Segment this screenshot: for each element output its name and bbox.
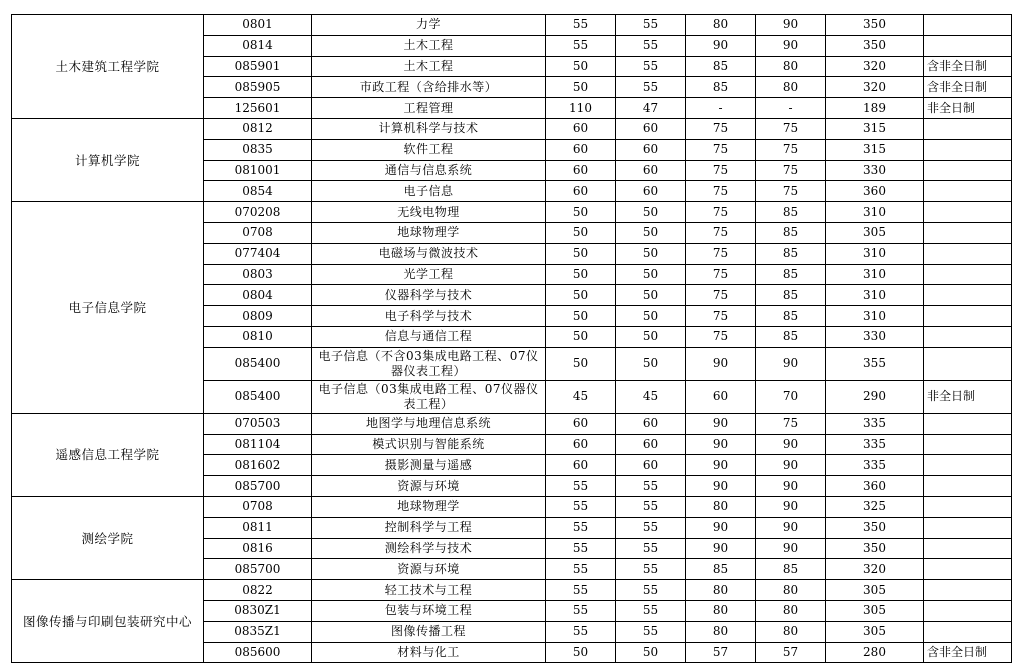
major-code: 0854: [204, 181, 312, 202]
foreign-language-score: 55: [616, 35, 686, 56]
politics-score: 55: [546, 517, 616, 538]
remark: [924, 455, 1012, 476]
subject1-score: 90: [686, 35, 756, 56]
major-name: 资源与环境: [312, 476, 546, 497]
major-code: 0801: [204, 15, 312, 36]
major-name: 地球物理学: [312, 496, 546, 517]
major-code: 125601: [204, 98, 312, 119]
major-code: 085700: [204, 559, 312, 580]
major-code: 0810: [204, 326, 312, 347]
subject2-score: 90: [756, 434, 826, 455]
major-code: 085901: [204, 56, 312, 77]
total-score: 320: [826, 559, 924, 580]
major-code: 070208: [204, 202, 312, 223]
total-score: 350: [826, 538, 924, 559]
remark: 含非全日制: [924, 56, 1012, 77]
major-name: 软件工程: [312, 139, 546, 160]
major-name: 土木工程: [312, 56, 546, 77]
total-score: 305: [826, 580, 924, 601]
subject2-score: 85: [756, 306, 826, 327]
total-score: 310: [826, 285, 924, 306]
politics-score: 50: [546, 347, 616, 380]
major-name: 轻工技术与工程: [312, 580, 546, 601]
foreign-language-score: 50: [616, 202, 686, 223]
politics-score: 50: [546, 202, 616, 223]
total-score: 325: [826, 496, 924, 517]
foreign-language-score: 60: [616, 139, 686, 160]
major-code: 0804: [204, 285, 312, 306]
foreign-language-score: 50: [616, 642, 686, 663]
subject1-score: 75: [686, 181, 756, 202]
subject1-score: 75: [686, 243, 756, 264]
subject2-score: 80: [756, 600, 826, 621]
table-row: [12, 413, 1012, 434]
major-code: 081104: [204, 434, 312, 455]
college-name: 土木建筑工程学院: [12, 15, 204, 119]
subject2-score: 90: [756, 517, 826, 538]
foreign-language-score: 50: [616, 285, 686, 306]
subject1-score: 85: [686, 559, 756, 580]
total-score: 320: [826, 56, 924, 77]
major-name: 电磁场与微波技术: [312, 243, 546, 264]
table-row: [12, 580, 1012, 601]
total-score: 280: [826, 642, 924, 663]
foreign-language-score: 55: [616, 496, 686, 517]
remark: [924, 181, 1012, 202]
major-name: 光学工程: [312, 264, 546, 285]
foreign-language-score: 60: [616, 434, 686, 455]
college-name: 计算机学院: [12, 118, 204, 201]
remark: [924, 326, 1012, 347]
subject1-score: 80: [686, 15, 756, 36]
subject2-score: 90: [756, 455, 826, 476]
foreign-language-score: 60: [616, 118, 686, 139]
subject2-score: 90: [756, 538, 826, 559]
major-name: 电子信息（不含03集成电路工程、07仪器仪表工程）: [312, 347, 546, 380]
foreign-language-score: 55: [616, 538, 686, 559]
subject2-score: 80: [756, 77, 826, 98]
subject2-score: 80: [756, 621, 826, 642]
major-code: 0822: [204, 580, 312, 601]
foreign-language-score: 55: [616, 621, 686, 642]
total-score: 290: [826, 380, 924, 413]
major-name: 材料与化工: [312, 642, 546, 663]
remark: [924, 413, 1012, 434]
politics-score: 50: [546, 326, 616, 347]
major-name: 电子信息（03集成电路工程、07仪器仪表工程）: [312, 380, 546, 413]
subject1-score: 80: [686, 621, 756, 642]
major-name: 仪器科学与技术: [312, 285, 546, 306]
politics-score: 60: [546, 455, 616, 476]
major-code: 0835Z1: [204, 621, 312, 642]
foreign-language-score: 47: [616, 98, 686, 119]
subject2-score: 90: [756, 15, 826, 36]
remark: 非全日制: [924, 380, 1012, 413]
major-code: 0708: [204, 222, 312, 243]
college-name: 遥感信息工程学院: [12, 413, 204, 496]
major-name: 控制科学与工程: [312, 517, 546, 538]
major-code: 085700: [204, 476, 312, 497]
remark: [924, 202, 1012, 223]
total-score: 350: [826, 15, 924, 36]
subject1-score: 60: [686, 380, 756, 413]
total-score: 310: [826, 243, 924, 264]
subject1-score: 90: [686, 413, 756, 434]
politics-score: 55: [546, 600, 616, 621]
politics-score: 50: [546, 77, 616, 98]
total-score: 189: [826, 98, 924, 119]
college-name: 测绘学院: [12, 496, 204, 579]
major-code: 085600: [204, 642, 312, 663]
major-name: 地图学与地理信息系统: [312, 413, 546, 434]
foreign-language-score: 55: [616, 517, 686, 538]
subject2-score: 70: [756, 380, 826, 413]
total-score: 315: [826, 118, 924, 139]
total-score: 360: [826, 476, 924, 497]
remark: [924, 538, 1012, 559]
table-row: [12, 202, 1012, 223]
major-name: 包装与环境工程: [312, 600, 546, 621]
college-name: 电子信息学院: [12, 202, 204, 414]
subject2-score: 85: [756, 264, 826, 285]
subject1-score: 90: [686, 455, 756, 476]
subject1-score: 75: [686, 285, 756, 306]
politics-score: 55: [546, 538, 616, 559]
subject1-score: 85: [686, 77, 756, 98]
major-name: 测绘科学与技术: [312, 538, 546, 559]
subject1-score: 75: [686, 139, 756, 160]
remark: [924, 118, 1012, 139]
remark: [924, 496, 1012, 517]
total-score: 335: [826, 413, 924, 434]
subject1-score: 75: [686, 306, 756, 327]
total-score: 360: [826, 181, 924, 202]
major-code: 081602: [204, 455, 312, 476]
subject2-score: 90: [756, 35, 826, 56]
major-name: 地球物理学: [312, 222, 546, 243]
major-name: 土木工程: [312, 35, 546, 56]
total-score: 310: [826, 306, 924, 327]
remark: [924, 600, 1012, 621]
college-name: 图像传播与印刷包装研究中心: [12, 580, 204, 663]
major-code: 0830Z1: [204, 600, 312, 621]
subject1-score: 75: [686, 264, 756, 285]
remark: [924, 139, 1012, 160]
remark: [924, 434, 1012, 455]
total-score: 310: [826, 202, 924, 223]
subject2-score: 85: [756, 326, 826, 347]
subject2-score: 85: [756, 202, 826, 223]
major-code: 085400: [204, 347, 312, 380]
politics-score: 110: [546, 98, 616, 119]
major-code: 085400: [204, 380, 312, 413]
major-name: 图像传播工程: [312, 621, 546, 642]
remark: [924, 15, 1012, 36]
politics-score: 60: [546, 434, 616, 455]
major-code: 0814: [204, 35, 312, 56]
total-score: 350: [826, 517, 924, 538]
remark: [924, 35, 1012, 56]
subject2-score: 75: [756, 413, 826, 434]
subject1-score: 80: [686, 496, 756, 517]
subject2-score: -: [756, 98, 826, 119]
major-code: 0812: [204, 118, 312, 139]
subject2-score: 80: [756, 56, 826, 77]
major-code: 077404: [204, 243, 312, 264]
subject2-score: 85: [756, 243, 826, 264]
politics-score: 55: [546, 580, 616, 601]
foreign-language-score: 50: [616, 326, 686, 347]
politics-score: 55: [546, 621, 616, 642]
subject1-score: 90: [686, 538, 756, 559]
major-name: 信息与通信工程: [312, 326, 546, 347]
foreign-language-score: 55: [616, 56, 686, 77]
major-name: 电子信息: [312, 181, 546, 202]
total-score: 355: [826, 347, 924, 380]
remark: 含非全日制: [924, 642, 1012, 663]
major-code: 0708: [204, 496, 312, 517]
subject1-score: 90: [686, 476, 756, 497]
total-score: 315: [826, 139, 924, 160]
subject2-score: 57: [756, 642, 826, 663]
remark: 非全日制: [924, 98, 1012, 119]
politics-score: 60: [546, 118, 616, 139]
subject1-score: 75: [686, 160, 756, 181]
politics-score: 45: [546, 380, 616, 413]
politics-score: 50: [546, 243, 616, 264]
major-name: 摄影测量与遥感: [312, 455, 546, 476]
major-name: 市政工程（含给排水等）: [312, 77, 546, 98]
total-score: 320: [826, 77, 924, 98]
remark: [924, 517, 1012, 538]
remark: [924, 559, 1012, 580]
total-score: 330: [826, 326, 924, 347]
subject1-score: 57: [686, 642, 756, 663]
total-score: 305: [826, 222, 924, 243]
foreign-language-score: 60: [616, 160, 686, 181]
subject2-score: 75: [756, 181, 826, 202]
total-score: 310: [826, 264, 924, 285]
foreign-language-score: 55: [616, 15, 686, 36]
politics-score: 55: [546, 35, 616, 56]
major-name: 力学: [312, 15, 546, 36]
foreign-language-score: 50: [616, 222, 686, 243]
subject1-score: 75: [686, 118, 756, 139]
foreign-language-score: 55: [616, 580, 686, 601]
remark: [924, 243, 1012, 264]
politics-score: 60: [546, 139, 616, 160]
subject2-score: 75: [756, 118, 826, 139]
foreign-language-score: 50: [616, 347, 686, 380]
foreign-language-score: 60: [616, 181, 686, 202]
subject2-score: 75: [756, 139, 826, 160]
politics-score: 50: [546, 264, 616, 285]
politics-score: 55: [546, 15, 616, 36]
remark: [924, 222, 1012, 243]
total-score: 335: [826, 434, 924, 455]
subject2-score: 85: [756, 285, 826, 306]
total-score: 350: [826, 35, 924, 56]
remark: [924, 264, 1012, 285]
major-name: 计算机科学与技术: [312, 118, 546, 139]
politics-score: 55: [546, 559, 616, 580]
remark: [924, 580, 1012, 601]
subject1-score: 90: [686, 517, 756, 538]
remark: [924, 306, 1012, 327]
politics-score: 60: [546, 181, 616, 202]
major-code: 0835: [204, 139, 312, 160]
major-name: 电子科学与技术: [312, 306, 546, 327]
subject1-score: -: [686, 98, 756, 119]
total-score: 330: [826, 160, 924, 181]
total-score: 305: [826, 600, 924, 621]
remark: [924, 476, 1012, 497]
foreign-language-score: 45: [616, 380, 686, 413]
politics-score: 60: [546, 160, 616, 181]
foreign-language-score: 55: [616, 600, 686, 621]
politics-score: 50: [546, 642, 616, 663]
politics-score: 60: [546, 413, 616, 434]
politics-score: 55: [546, 496, 616, 517]
major-name: 无线电物理: [312, 202, 546, 223]
table-row: [12, 118, 1012, 139]
politics-score: 50: [546, 306, 616, 327]
foreign-language-score: 55: [616, 476, 686, 497]
subject1-score: 90: [686, 434, 756, 455]
foreign-language-score: 60: [616, 455, 686, 476]
politics-score: 50: [546, 285, 616, 306]
subject2-score: 90: [756, 496, 826, 517]
remark: [924, 347, 1012, 380]
politics-score: 55: [546, 476, 616, 497]
subject1-score: 80: [686, 600, 756, 621]
major-code: 0809: [204, 306, 312, 327]
major-code: 085905: [204, 77, 312, 98]
subject1-score: 85: [686, 56, 756, 77]
subject1-score: 80: [686, 580, 756, 601]
major-code: 0816: [204, 538, 312, 559]
foreign-language-score: 50: [616, 306, 686, 327]
score-line-table: [11, 14, 1012, 663]
subject1-score: 75: [686, 202, 756, 223]
major-name: 资源与环境: [312, 559, 546, 580]
remark: [924, 160, 1012, 181]
table-row: [12, 496, 1012, 517]
subject2-score: 85: [756, 559, 826, 580]
foreign-language-score: 60: [616, 413, 686, 434]
subject2-score: 80: [756, 580, 826, 601]
subject1-score: 75: [686, 222, 756, 243]
table-row: [12, 15, 1012, 36]
subject2-score: 75: [756, 160, 826, 181]
foreign-language-score: 50: [616, 264, 686, 285]
foreign-language-score: 55: [616, 559, 686, 580]
remark: [924, 621, 1012, 642]
major-code: 070503: [204, 413, 312, 434]
major-name: 通信与信息系统: [312, 160, 546, 181]
total-score: 305: [826, 621, 924, 642]
major-code: 0811: [204, 517, 312, 538]
major-name: 模式识别与智能系统: [312, 434, 546, 455]
total-score: 335: [826, 455, 924, 476]
major-code: 0803: [204, 264, 312, 285]
subject2-score: 85: [756, 222, 826, 243]
foreign-language-score: 55: [616, 77, 686, 98]
subject2-score: 90: [756, 476, 826, 497]
major-name: 工程管理: [312, 98, 546, 119]
remark: 含非全日制: [924, 77, 1012, 98]
major-code: 081001: [204, 160, 312, 181]
subject1-score: 75: [686, 326, 756, 347]
subject1-score: 90: [686, 347, 756, 380]
subject2-score: 90: [756, 347, 826, 380]
remark: [924, 285, 1012, 306]
politics-score: 50: [546, 56, 616, 77]
politics-score: 50: [546, 222, 616, 243]
foreign-language-score: 50: [616, 243, 686, 264]
